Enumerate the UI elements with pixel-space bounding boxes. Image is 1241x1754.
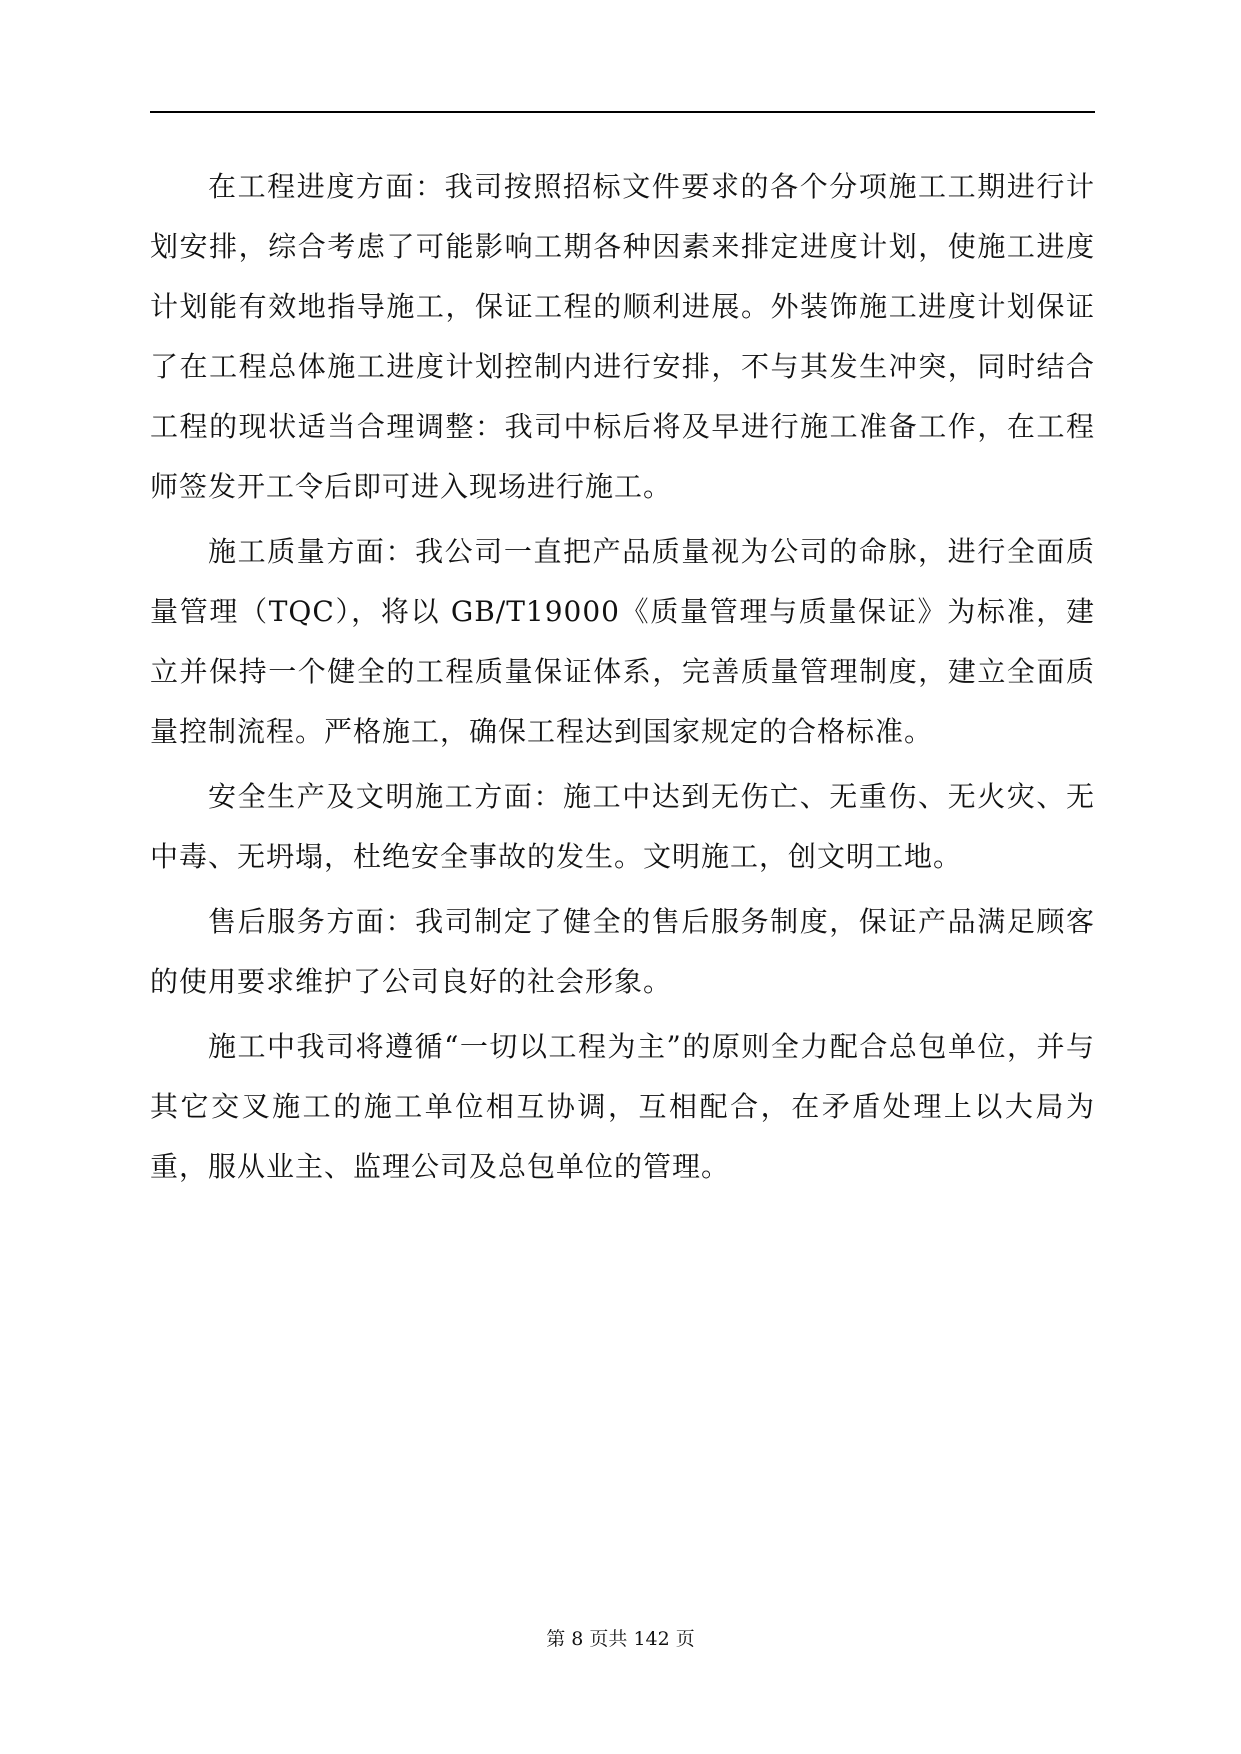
paragraph-safety: 安全生产及文明施工方面：施工中达到无伤亡、无重伤、无火灾、无中毒、无坍塌，杜绝安全事故的发生。文明施工，创文明工地。 — [150, 780, 1095, 873]
document-body — [150, 157, 1095, 1202]
page-footer: 第 8 页共 142 页 — [546, 1628, 695, 1650]
paragraph-after-sales: 售后服务方面：我司制定了健全的售后服务制度，保证产品满足顾客的使用要求维护了公司良好的社会形象。 — [150, 905, 1095, 998]
header-rule — [150, 111, 1095, 113]
paragraph-cooperation: 施工中我司将遵循“一切以工程为主”的原则全力配合总包单位，并与其它交叉施工的施工单位相互协调，互相配合，在矛盾处理上以大局为重，服从业主、监理公司及总包单位的管理。 — [150, 1030, 1095, 1183]
paragraph-schedule: 在工程进度方面：我司按照招标文件要求的各个分项施工工期进行计划安排，综合考虑了可能影响工期各种因素来排定进度计划，使施工进度计划能有效地指导施工，保证工程的顺利进展。外装饰施工进度计划保证了在工程总体施工进度计划控制内进行安排，不与其发生冲突，同时结合工程的现状适当合理调整：我司中标后将及早进行施工准备工作，在工程师签发开工令后即可进入现场进行施工。 — [150, 170, 1095, 503]
paragraph-quality: 施工质量方面：我公司一直把产品质量视为公司的命脉，进行全面质量管理（TQC），将以 GB/T19000《质量管理与质量保证》为标准，建立并保持一个健全的工程质量保证体系，完善质量管理制度，建立全面质量控制流程。严格施工，确保工程达到国家规定的合格标准。 — [150, 535, 1095, 748]
